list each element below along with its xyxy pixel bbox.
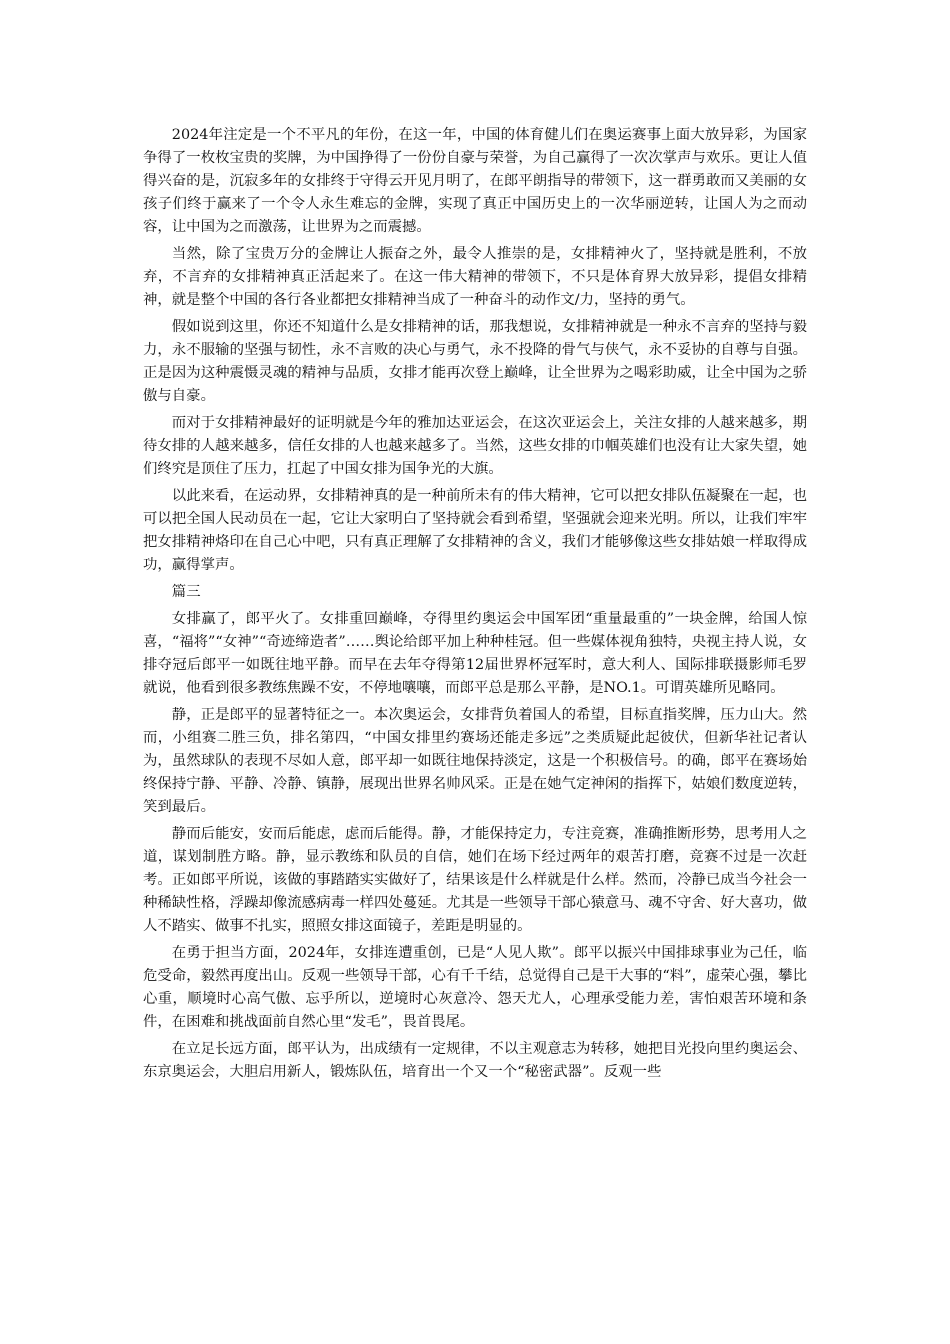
section-heading: 篇三 <box>171 584 201 600</box>
paragraph-asian-games: 而对于女排精神最好的证明就是今年的雅加达亚运会，在这次亚运会上，关注女排的人越来越多，期待女排的人越来越多，信任女排的人也越来越多了。当然，这些女排的巾帼英雄们也没有让大家失望，她们终究是顶住了压力，扛起了中国女排为国争光的大旗。 <box>143 415 807 477</box>
paragraph-women-volleyball-spirit: 当然，除了宝贵万分的金牌让人振奋之外，最令人推崇的是，女排精神火了，坚持就是胜利，不放弃，不言弃的女排精神真正活起来了。在这一伟大精神的带领下，不只是体育界大放异彩，提倡女排精神，就是整个中国的各行各业都把女排精神当成了一种奋斗的动作文/力，坚持的勇气。 <box>143 246 807 308</box>
paragraph-conclusion: 以此来看，在运动界，女排精神真的是一种前所未有的伟大精神，它可以把女排队伍凝聚在一起，也可以把全国人民动员在一起，它让大家明白了坚持就会看到希望，坚强就会迎来光明。所以，让我们牢牢把女排精神烙印在自己心中吧，只有真正理解了女排精神的含义，我们才能够像这些女排姑娘一样取得成功，赢得掌声。 <box>143 488 807 573</box>
paragraph-calmness: 静，正是郎平的显著特征之一。本次奥运会，女排背负着国人的希望，目标直指奖牌，压力山大。然而，小组赛二胜三负，排名第四，“中国女排里约赛场还能走多远”之类质疑此起彼伏，但新华社记者认为，虽然球队的表现不尽如人意，郎平却一如既往地保持淡定，这是一个积极信号。的确，郎平在赛场始终保持宁静、平静、冷静、镇静，展现出世界名帅风采。正是在她气定神闲的指挥下，姑娘们数度逆转，笑到最后。 <box>143 707 807 815</box>
paragraph-stillness: 静而后能安，安而后能虑，虑而后能得。静，才能保持定力，专注竞赛，准确推断形势，思考用人之道，谋划制胜方略。静，显示教练和队员的自信，她们在场下经过两年的艰苦打磨，竞赛不过是一次赶考。正如郎平所说，该做的事踏踏实实做好了，结果该是什么样就是什么样。然而，冷静已成当今社会一种稀缺性格，浮躁却像流感病毒一样四处蔓延。尤其是一些领导干部心猿意马、魂不守舍、好大喜功，做人不踏实、做事不扎实，照照女排这面镜子，差距是明显的。 <box>143 826 807 934</box>
paragraph-lang-ping-famous: 女排赢了，郎平火了。女排重回巅峰，夺得里约奥运会中国军团“重量最重的”一块金牌，给国人惊喜，“福将”“女神”“奇迹缔造者”……舆论给郎平加上种种桂冠。但一些媒体视角独特，央视主持人说，女排夺冠后郎平一如既往地平静。而早在去年夺得第12届世界杯冠军时，意大利人、国际排联摄影师毛罗就说，他看到很多教练焦躁不安，不停地嚷嚷，而郎平总是那么平静，是NO.1。可谓英雄所见略同。 <box>143 611 807 696</box>
document-body <box>143 124 807 1088</box>
paragraph-2024-year: 2024年注定是一个不平凡的年份，在这一年，中国的体育健儿们在奥运赛事上面大放异彩，为国家争得了一枚枚宝贵的奖牌，为中国挣得了一份份自豪与荣誉，为自己赢得了一次次掌声与欢乐。更让人值得兴奋的是，沉寂多年的女排终于守得云开见月明了，在郎平朗指导的带领下，这一群勇敢而又美丽的女孩子们终于赢来了一个令人永生难忘的金牌，实现了真正中国历史上的一次华丽逆转，让国人为之而动容，让中国为之而激荡，让世界为之而震撼。 <box>143 127 807 235</box>
paragraph-what-is-spirit: 假如说到这里，你还不知道什么是女排精神的话，那我想说，女排精神就是一种永不言弃的坚持与毅力，永不服输的坚强与韧性，永不言败的决心与勇气，永不投降的骨气与侠气，永不妥协的自尊与自强。正是因为这种震慑灵魂的精神与品质，女排才能再次登上巅峰，让全世界为之喝彩助威，让全中国为之骄傲与自豪。 <box>143 319 807 404</box>
paragraph-responsibility: 在勇于担当方面，2024年，女排连遭重创，已是“人见人欺”。郎平以振兴中国排球事业为己任，临危受命，毅然再度出山。反观一些领导干部，心有千千结，总觉得自己是干大事的“料”，虚荣心强，攀比心重，顺境时心高气傲、忘乎所以，逆境时心灰意冷、怨天尤人，心理承受能力差，害怕艰苦环境和条件，在困难和挑战面前自然心里“发毛”，畏首畏尾。 <box>143 945 807 1030</box>
paragraph-long-term: 在立足长远方面，郎平认为，出成绩有一定规律，不以主观意志为转移，她把目光投向里约奥运会、东京奥运会，大胆启用新人，锻炼队伍，培育出一个又一个“秘密武器”。反观一些 <box>143 1041 807 1080</box>
